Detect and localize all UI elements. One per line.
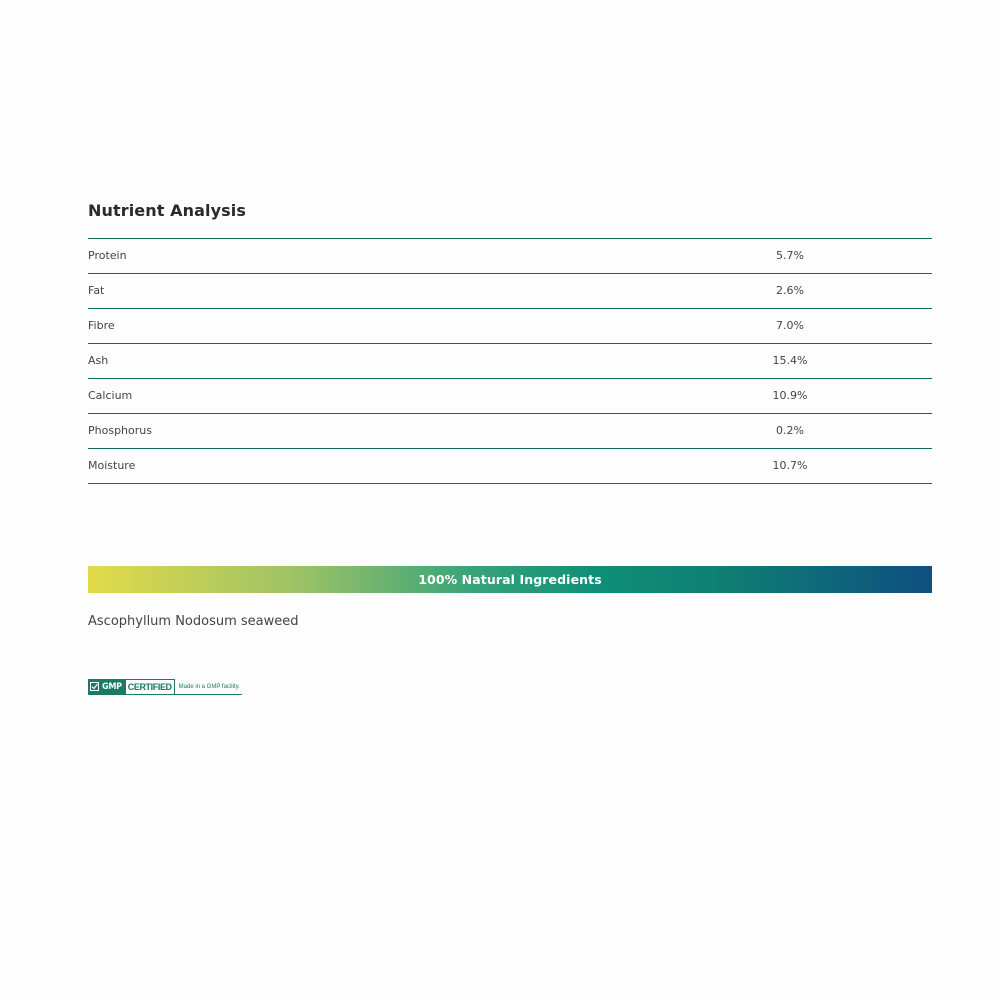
table-row (88, 414, 932, 449)
table-row (88, 309, 932, 344)
nutrient-value: 5.7% (776, 249, 804, 262)
nutrient-name: Moisture (88, 459, 136, 472)
nutrient-name: Phosphorus (88, 424, 152, 437)
nutrient-table (88, 238, 932, 484)
nutrient-value: 2.6% (776, 284, 804, 297)
table-row (88, 344, 932, 379)
nutrient-name: Fibre (88, 319, 115, 332)
checkbox-icon (90, 682, 99, 691)
nutrient-analysis-title: Nutrient Analysis (88, 201, 246, 220)
nutrient-name: Fat (88, 284, 105, 297)
gmp-certified-badge (88, 679, 242, 695)
table-row (88, 449, 932, 484)
nutrient-name: Calcium (88, 389, 133, 402)
certified-label: CERTIFIED (127, 682, 172, 692)
nutrient-value: 7.0% (776, 319, 804, 332)
nutrient-name: Ash (88, 354, 109, 367)
nutrient-value: 10.7% (772, 459, 808, 472)
ingredients-banner-label: 100% Natural Ingredients (418, 572, 602, 587)
table-row (88, 239, 932, 274)
nutrient-value: 15.4% (772, 354, 808, 367)
nutrient-value: 0.2% (776, 424, 804, 437)
gmp-note: Made in a GMP facility. (178, 683, 240, 690)
ingredients-banner (88, 566, 932, 593)
nutrient-value: 10.9% (772, 389, 808, 402)
gmp-badge-right (125, 679, 175, 694)
table-row (88, 274, 932, 309)
gmp-label: GMP (102, 681, 122, 692)
nutrient-name: Protein (88, 249, 127, 262)
gmp-badge-left (88, 679, 125, 694)
table-row (88, 379, 932, 414)
ingredients-text: Ascophyllum Nodosum seaweed (88, 614, 299, 629)
